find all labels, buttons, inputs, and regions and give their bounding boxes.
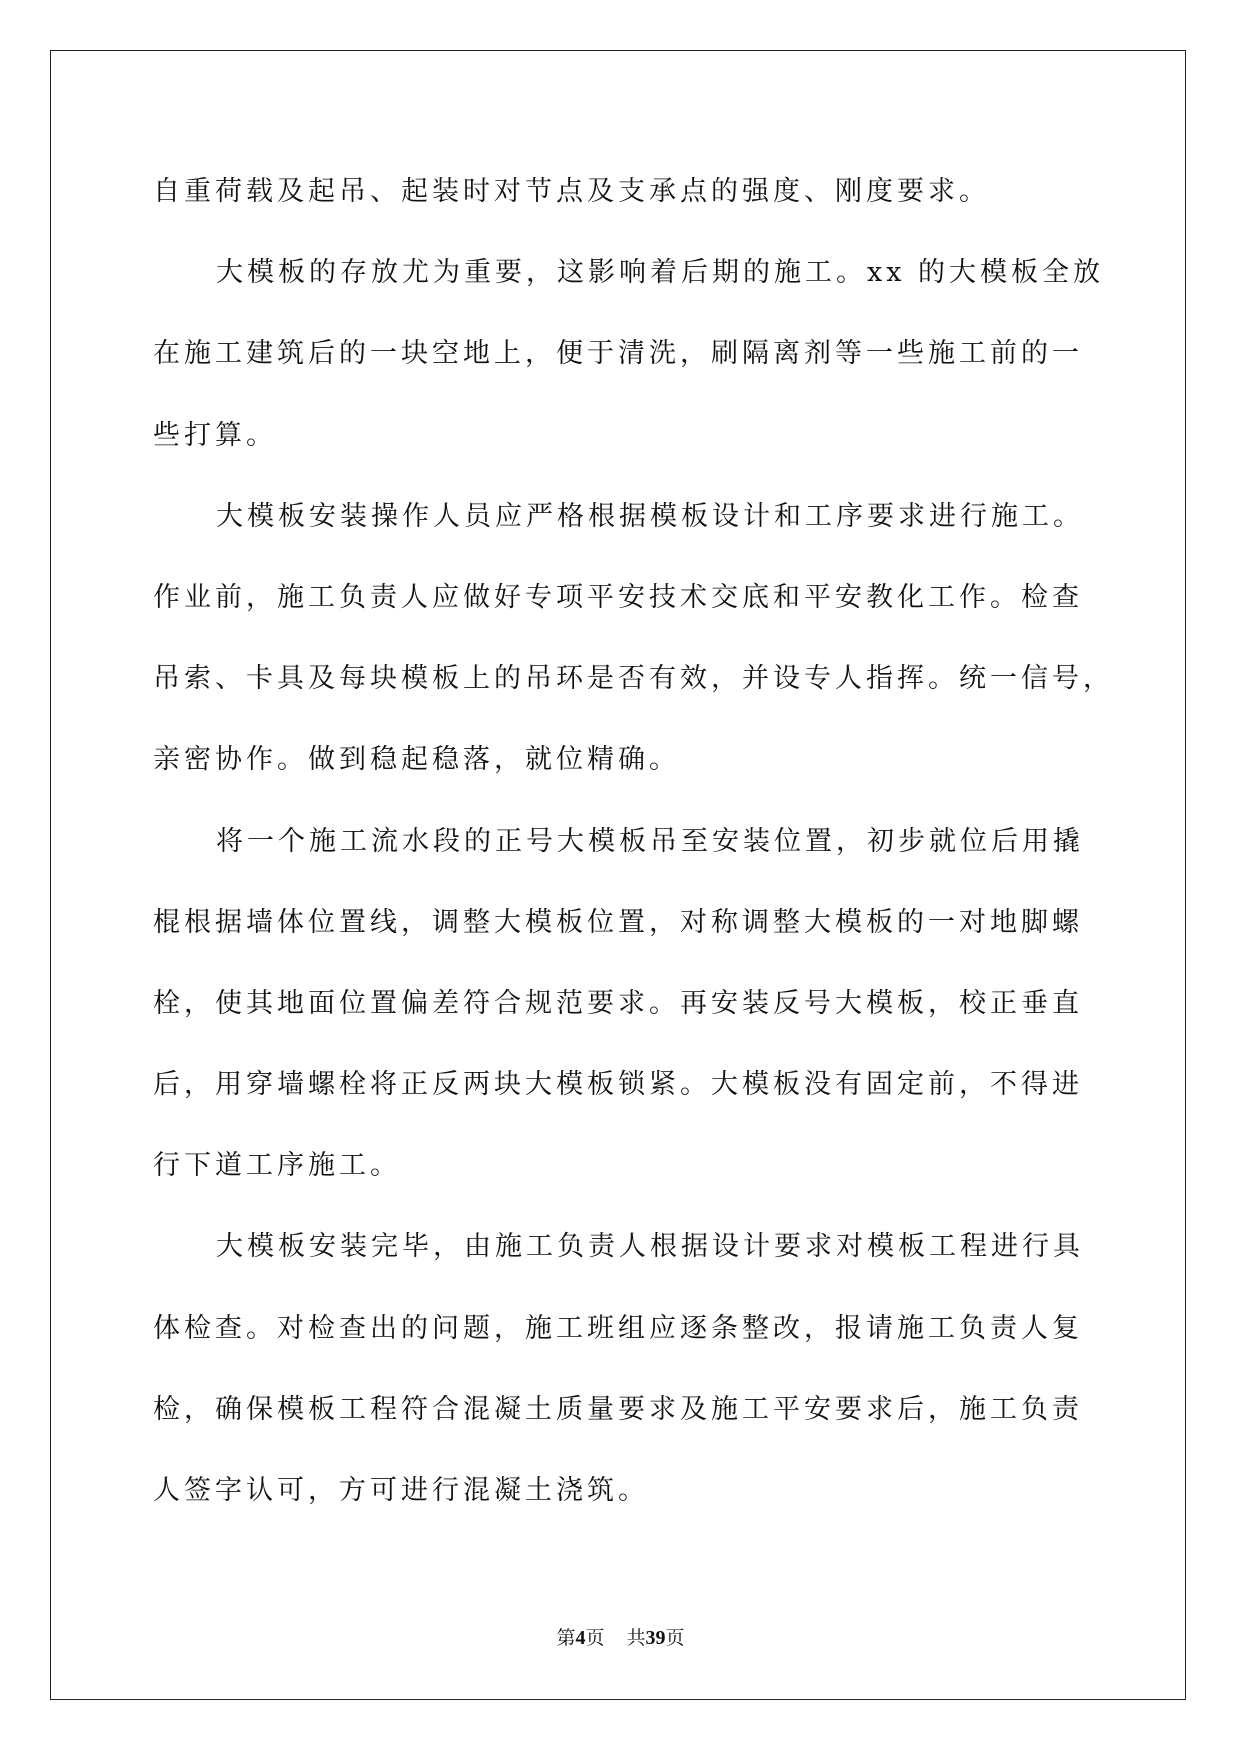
total-pages-prefix: 共 [626,1627,646,1649]
paragraph-start-line: 大模板安装完毕，由施工负责人根据设计要求对模板工程进行具 [216,1231,1084,1263]
paragraph-start-line: 大模板的存放尤为重要，这影响着后期的施工。xx 的大模板全放 [216,257,1105,289]
text-line: 体检查。对检查出的问题，施工班组应逐条整改，报请施工负责人复 [153,1312,1083,1344]
text-line: 栓，使其地面位置偏差符合规范要求。再安装反号大模板，校正垂直 [153,987,1083,1019]
page-number-prefix: 第 [556,1627,576,1649]
paragraph-start-line: 将一个施工流水段的正号大模板吊至安装位置，初步就位后用撬 [216,825,1084,857]
current-page-number: 4 [575,1627,586,1649]
total-pages-suffix: 页 [665,1627,685,1649]
text-line: 自重荷载及起吊、起装时对节点及支承点的强度、刚度要求。 [153,176,990,207]
text-line: 些打算。 [153,419,277,451]
text-line: 吊索、卡具及每块模板上的吊环是否有效，并设专人指挥。统一信号， [153,663,1114,695]
text-line: 行下道工序施工。 [153,1150,401,1182]
text-line: 作业前，施工负责人应做好专项平安技术交底和平安教化工作。检查 [153,581,1083,613]
total-pages-number: 39 [645,1627,666,1649]
text-line: 亲密协作。做到稳起稳落，就位精确。 [153,744,680,776]
page-footer [0,1624,1241,1652]
text-line: 在施工建筑后的一块空地上，便于清洗，刷隔离剂等一些施工前的一 [153,338,1083,370]
text-line: 人签字认可，方可进行混凝土浇筑。 [153,1475,649,1506]
document-body [153,151,1153,1531]
page-number-suffix: 页 [585,1627,605,1649]
text-line: 后，用穿墙螺栓将正反两块大模板锁紧。大模板没有固定前，不得进 [153,1069,1083,1101]
paragraph-start-line: 大模板安装操作人员应严格根据模板设计和工序要求进行施工。 [216,500,1084,532]
text-line: 检，确保模板工程符合混凝土质量要求及施工平安要求后，施工负责 [153,1393,1083,1425]
text-line: 棍根据墙体位置线，调整大模板位置，对称调整大模板的一对地脚螺 [153,906,1083,938]
